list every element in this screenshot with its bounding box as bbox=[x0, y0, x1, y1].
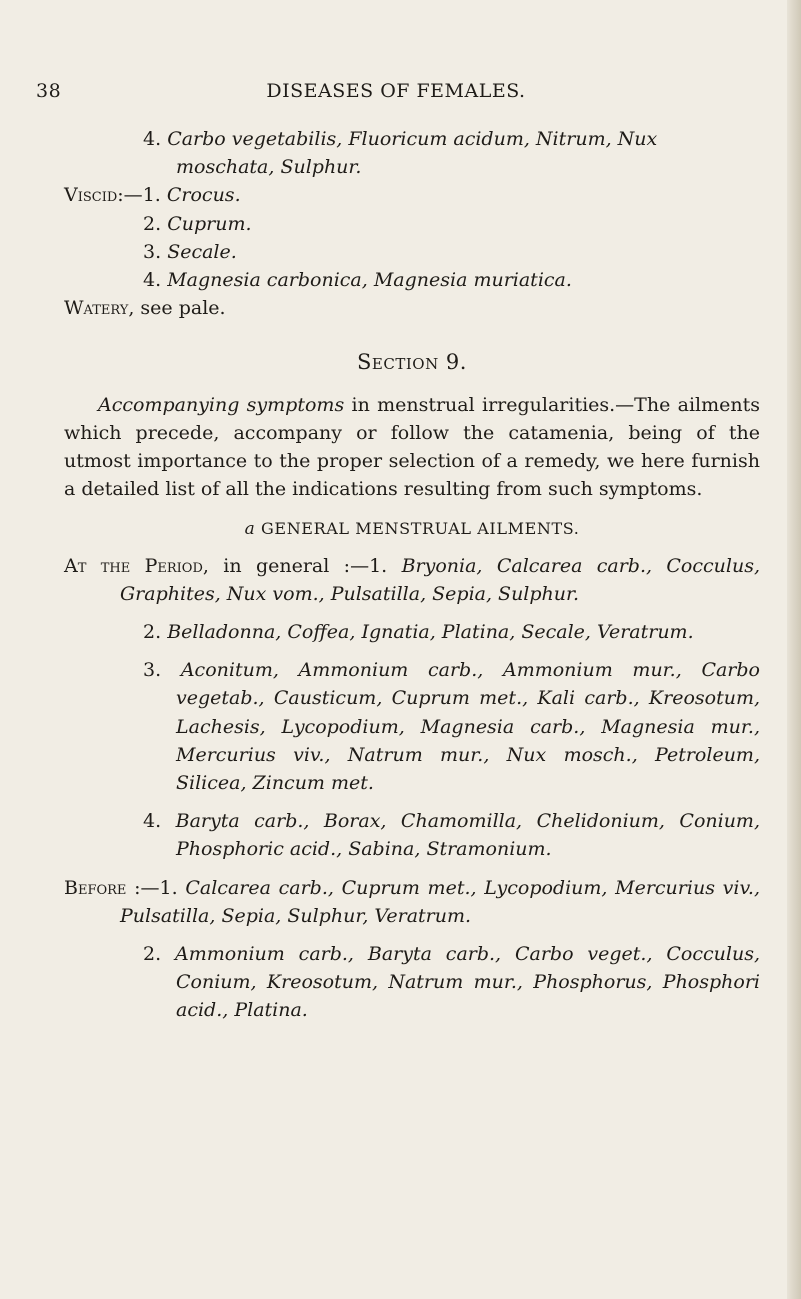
remedy-list: Baryta carb., Borax, Chamomilla, Chelidonium, Conium, Phosphoric acid., Sabina, Stramonium. bbox=[175, 810, 760, 861]
remedy-list: Magnesia carbonica, Magnesia muriatica. bbox=[167, 269, 572, 292]
page-header bbox=[36, 80, 756, 110]
remedy-list: Crocus. bbox=[166, 184, 241, 207]
watery-entry: Watery, see pale. bbox=[64, 297, 226, 320]
remedy-list: Calcarea carb., Cuprum met., Lycopodium, Mercurius viv., Pulsatilla, Sepia, Sulphur, Veratrum. bbox=[120, 876, 760, 927]
subheading: a GENERAL MENSTRUAL AILMENTS. bbox=[244, 519, 580, 540]
remedy-grade-item: 3. Aconitum, Ammonium carb., Ammonium mur., Carbo vegetab., Causticum, Cuprum met., Kali carb., Kreosotum, Lachesis, Lycopodium, Magnesia carb., Magnesia mur., Mercurius viv., Natrum mur., Nux mosch., Petroleum, Silicea, Zincum met. bbox=[143, 659, 760, 795]
before-label: Before bbox=[64, 876, 127, 899]
before-entry: Before :—1. Calcarea carb., Cuprum met., Lycopodium, Mercurius viv., Pulsatilla, Sepia, Sulphur, Veratrum. bbox=[64, 876, 760, 927]
viscid-label: Viscid bbox=[64, 184, 118, 207]
remedy-list: Carbo vegetabilis, Fluoricum acidum, Nitrum, Nux moschata, Sulphur. bbox=[167, 128, 658, 179]
viscid-entry: Viscid:—1. Crocus. bbox=[64, 184, 241, 207]
remedy-grade-item: 2. Cuprum. bbox=[143, 212, 252, 235]
page-body bbox=[64, 125, 760, 1025]
remedy-list: Secale. bbox=[167, 240, 237, 263]
remedy-grade-item: 3. Secale. bbox=[143, 240, 237, 263]
at-period-entry: At the Period, in general :—1. Bryonia, Calcarea carb., Cocculus, Graphites, Nux vom., Pulsatilla, Sepia, Sulphur. bbox=[64, 554, 760, 605]
remedy-list: Bryonia, Calcarea carb., Cocculus, Graphites, Nux vom., Pulsatilla, Sepia, Sulphur. bbox=[120, 554, 760, 605]
remedy-list: Cuprum. bbox=[167, 212, 252, 235]
remedy-grade-item: 2. Ammonium carb., Baryta carb., Carbo veget., Cocculus, Conium, Kreosotum, Natrum mur., Phosphorus, Phosphori acid., Platina. bbox=[143, 943, 760, 1022]
remedy-grade-item: 4. Carbo vegetabilis, Fluoricum acidum, Nitrum, Nux moschata, Sulphur. bbox=[143, 128, 658, 179]
section-intro-paragraph: Accompanying symptoms in menstrual irregularities.—The ailments which precede, accompany or follow the catamenia, being of the utmost importance to the proper selection of a remedy, we here furnish a detailed list of all the indications resulting from such symptoms. bbox=[64, 393, 760, 501]
remedy-grade-item: 4. Magnesia carbonica, Magnesia muriatica. bbox=[143, 269, 572, 292]
remedy-list: Belladonna, Coffea, Ignatia, Platina, Secale, Veratrum. bbox=[167, 621, 694, 644]
page-edge-shadow bbox=[787, 0, 801, 1299]
remedy-list: Aconitum, Ammonium carb., Ammonium mur., Carbo vegetab., Causticum, Cuprum met., Kali carb., Kreosotum, Lachesis, Lycopodium, Magnesia carb., Magnesia mur., Mercurius viv., Natrum mur., Nux mosch., Petroleum, Silicea, Zincum met. bbox=[176, 659, 760, 795]
at-period-label: At the Period, bbox=[64, 554, 209, 577]
intro-italic: Accompanying symptoms bbox=[98, 393, 345, 416]
section-heading: Section 9. bbox=[357, 350, 467, 375]
remedy-grade-item: 4. Baryta carb., Borax, Chamomilla, Chelidonium, Conium, Phosphoric acid., Sabina, Stramonium. bbox=[143, 810, 760, 861]
watery-label: Watery, bbox=[64, 297, 135, 320]
running-title: DISEASES OF FEMALES. bbox=[266, 80, 526, 102]
remedy-grade-item: 2. Belladonna, Coffea, Ignatia, Platina, Secale, Veratrum. bbox=[143, 621, 694, 644]
page-number: 38 bbox=[36, 80, 62, 102]
remedy-list: Ammonium carb., Baryta carb., Carbo veget., Cocculus, Conium, Kreosotum, Natrum mur., Phosphorus, Phosphori acid., Platina. bbox=[175, 943, 760, 1022]
